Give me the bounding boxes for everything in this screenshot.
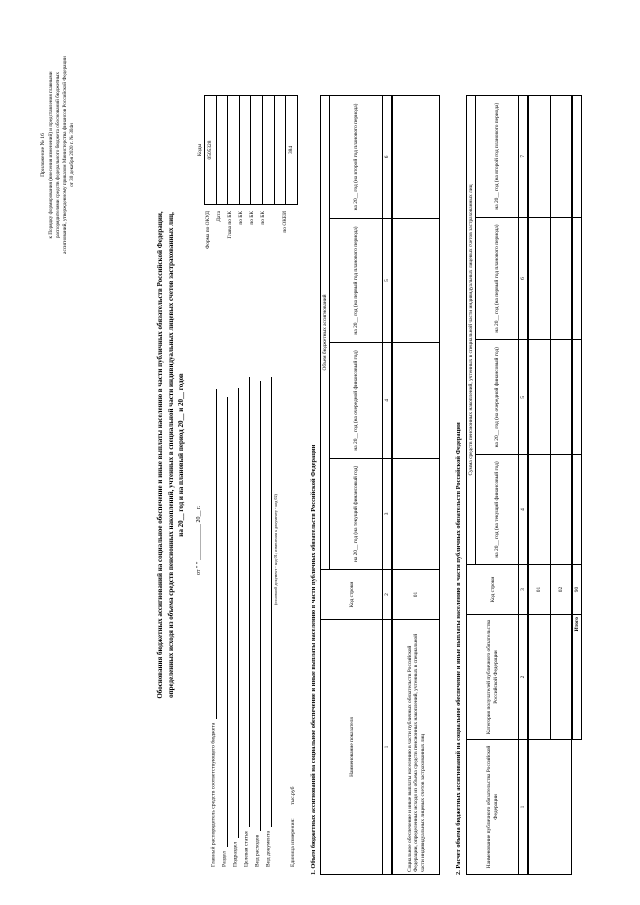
s2-h-sum: Сумма средств пенсионных накоплений, учтенных в специальной части индивидуальных лицевых счетов застрахованных лиц	[467, 96, 476, 565]
s2-r1-name[interactable]	[528, 740, 572, 875]
field-expense-type-line	[254, 381, 261, 831]
s2-h-y3: на 20__ год (на первый год планового периода)	[476, 217, 519, 340]
appendix-line-1: к Порядку формирования (внесения изменений) и представления главными	[47, 71, 54, 239]
s1-row-text: Социальное обеспечение и иные выплаты населению в части публичных обязательств Российской Федерации, определенных исходя из объема средств пенсионных накоплений, учтенных в специальной части индивидуальных лицевых счетов застрахованных лиц	[392, 620, 440, 875]
s1-num-5: 5	[383, 218, 393, 342]
s2-r1-code: 01	[528, 565, 550, 615]
code-bk-1	[239, 96, 251, 205]
unit-value: тыс.руб	[290, 786, 296, 805]
field-doc-type-label: Вид документа	[265, 831, 272, 867]
s1-h-y1: на 20__ год (на текущий финансовый год)	[330, 458, 383, 569]
s1-data-row	[392, 96, 440, 875]
codes-box	[196, 95, 298, 249]
field-doc-type-line	[265, 377, 272, 827]
unit-field	[290, 787, 296, 867]
s2-total-y4[interactable]	[572, 96, 582, 218]
s2-num-7: 7	[519, 96, 529, 218]
field-section-line	[221, 397, 228, 847]
s1-cell-y4[interactable]	[392, 96, 440, 219]
label-date: Дата	[216, 211, 222, 222]
section1-title: 1. Объем бюджетных ассигнований на социальное обеспечение и иные выплаты населению в части публичных обязательств Российской Федерации	[310, 444, 317, 875]
s2-r1-cat[interactable]	[528, 615, 550, 740]
s2-num-row	[519, 96, 529, 875]
field-expense-type	[254, 381, 261, 867]
date-line: от " " ____________ 20__ г.	[196, 505, 202, 575]
section2-title: 2. Расчет объема бюджетных ассигнований на социальное обеспечение и иные выплаты населению в части публичных обязательств Российской Федерации	[455, 422, 462, 875]
s2-total-code: 90	[572, 565, 582, 615]
title-line-2: определенных исходя из объема средств пенсионных накоплений, учтенных в специальной части индивидуальных лицевых счетов застрахованных лиц,	[166, 212, 175, 698]
field-target	[243, 377, 250, 867]
title-line-1: Обоснования бюджетных ассигнований на социальное обеспечение и иные выплаты населению в части публичных обязательств Российской Федерации,	[156, 211, 164, 699]
code-bk-3	[262, 96, 274, 205]
code-date	[216, 96, 228, 205]
code-glava	[228, 96, 240, 205]
s2-r1-y4[interactable]	[528, 96, 550, 218]
field-expense-type-label: Вид расходов	[254, 834, 261, 867]
s1-h-code: Код строки	[321, 570, 383, 620]
s2-num-4: 4	[519, 454, 529, 564]
field-grbs	[210, 389, 217, 867]
s1-num-1: 1	[383, 620, 393, 875]
appendix-line-3: ассигнований, утвержденному приказом Министерства финансов Российской Федерации	[61, 56, 68, 254]
document-title	[155, 125, 187, 785]
code-okei: 384	[286, 96, 298, 205]
appendix-line-2: распорядителями средств федерального бюджета обоснований бюджетных	[54, 71, 61, 239]
s1-cell-y3[interactable]	[392, 218, 440, 342]
s2-r2-y4[interactable]	[550, 96, 572, 218]
code-blank	[274, 96, 286, 205]
appendix-number: Приложение № 16	[40, 133, 46, 177]
code-okud: 0505328	[205, 96, 217, 205]
s2-header-row-1	[467, 96, 476, 875]
label-bk-2: по БК	[249, 211, 255, 225]
unit-label: Единица измерения:	[290, 818, 296, 867]
label-okud: Форма по ОКУД	[205, 211, 211, 249]
field-target-label: Целевая статья	[243, 831, 250, 867]
s2-total-label: Итого	[572, 615, 582, 740]
s2-total-row	[572, 96, 582, 875]
s2-num-2: 2	[519, 615, 529, 740]
section2-table	[466, 95, 582, 875]
s1-num-4: 4	[383, 343, 393, 459]
s1-num-3: 3	[383, 458, 393, 569]
s2-num-1: 1	[519, 740, 529, 875]
s2-r1-y2[interactable]	[528, 340, 550, 454]
s2-h-y1: на 20__ год (на текущий финансовый год)	[476, 454, 519, 564]
s1-num-6: 6	[383, 96, 393, 219]
s2-r2-cat[interactable]	[550, 615, 572, 740]
appendix-line-4: от 30 декабря 2020 г. № 304н	[68, 123, 75, 187]
s1-num-row	[383, 96, 393, 875]
s2-r2-y2[interactable]	[550, 340, 572, 454]
title-line-3: на 20__ год и на плановый период 20__ и 20__ годов	[177, 373, 185, 537]
s2-total-y2[interactable]	[572, 340, 582, 454]
field-grbs-label: Главный распорядитель средств соответствующего бюджета	[210, 722, 217, 867]
s1-cell-y1[interactable]	[392, 458, 440, 569]
s2-r2-y3[interactable]	[550, 217, 572, 340]
s2-total-y3[interactable]	[572, 217, 582, 340]
s2-num-5: 5	[519, 340, 529, 454]
code-bk-2	[251, 96, 263, 205]
field-subsection	[232, 388, 239, 867]
label-glava: Глава по БК	[227, 211, 233, 239]
label-bk-1: по БК	[238, 211, 244, 225]
s1-header-row-1	[321, 96, 330, 875]
codes-header: Коды	[196, 143, 203, 157]
doc-type-note: (основной документ - код 01; изменения к документу - код 02)	[273, 494, 278, 605]
s1-h-name: Наименование показателя	[321, 620, 383, 875]
field-target-line	[243, 377, 250, 827]
s2-h-name: Наименование публичного обязательства Российской Федерации	[467, 740, 519, 875]
s1-h-y4: на 20__ год (на второй год планового периода)	[330, 96, 383, 219]
field-section	[221, 397, 228, 867]
s2-r1-y3[interactable]	[528, 217, 550, 340]
s2-total-y1[interactable]	[572, 454, 582, 564]
s1-h-volume: Объем бюджетных ассигнований	[321, 96, 330, 570]
s1-cell-y2[interactable]	[392, 343, 440, 459]
s2-h-code: Код строки	[467, 565, 519, 615]
s2-h-y2: на 20__ год (на очередной финансовый год)	[476, 340, 519, 454]
s2-r2-y1[interactable]	[550, 454, 572, 564]
label-bk-3: по БК	[260, 211, 266, 225]
section1-table	[320, 95, 440, 875]
s1-h-y3: на 20__ год (на первый год планового периода)	[330, 218, 383, 342]
field-grbs-line	[210, 389, 217, 719]
s1-row-code: 01	[392, 570, 440, 620]
s2-r1-y1[interactable]	[528, 454, 550, 564]
s2-h-cat: Категория получателей публичного обязательства Российской Федерации	[467, 615, 519, 740]
s2-row-1	[528, 96, 550, 875]
s1-num-2: 2	[383, 570, 393, 620]
s2-num-6: 6	[519, 217, 529, 340]
s2-h-y4: на 20__ год (на второй год планового периода)	[476, 96, 519, 218]
field-subsection-line	[232, 388, 239, 838]
label-okei: по ОКЕИ	[282, 211, 288, 233]
field-doc-type	[265, 377, 272, 867]
field-subsection-label: Подраздел	[232, 841, 239, 867]
s1-h-y2: на 20__ год (на очередной финансовый год)	[330, 343, 383, 459]
s2-r2-code: 02	[550, 565, 572, 615]
s2-num-3: 3	[519, 565, 529, 615]
appendix-block	[40, 25, 76, 285]
field-section-label: Раздел	[221, 851, 228, 867]
